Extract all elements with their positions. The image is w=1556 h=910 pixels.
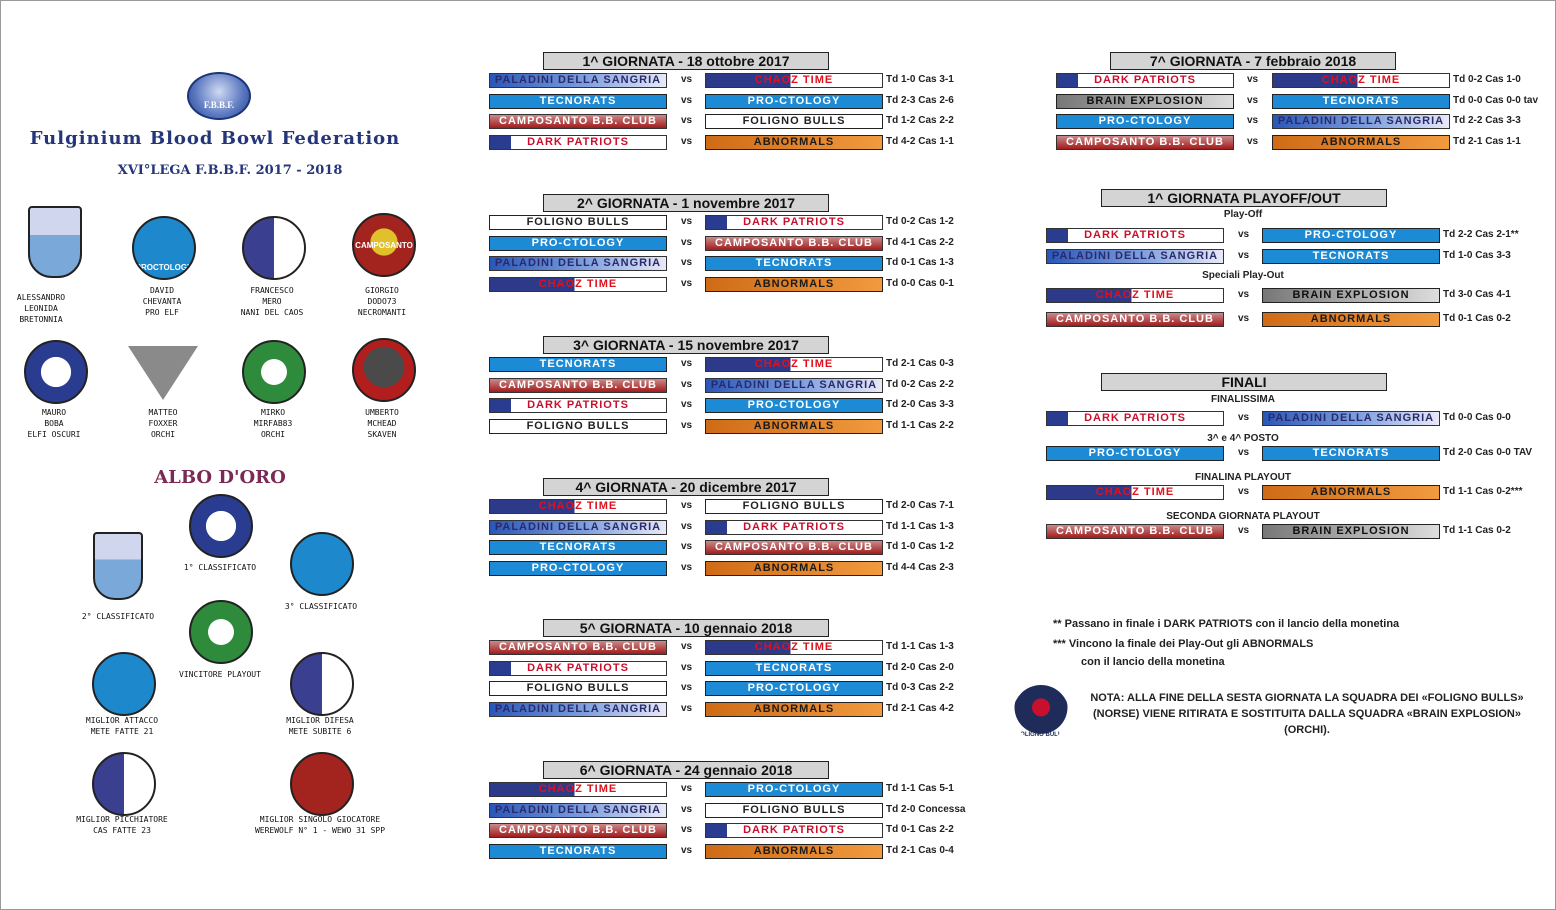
match-result: Td 2-1 Cas 1-1 xyxy=(1453,135,1521,147)
team-badge: BRAIN EXPLOSION xyxy=(1262,524,1440,539)
team-badge: TECNORATS xyxy=(1262,249,1440,264)
team-badge: PALADINI DELLA SANGRIA xyxy=(1262,411,1440,426)
team-badge: DARK PATRIOTS xyxy=(705,215,883,230)
coach-mauro: MAURO BOBA ELFI OSCURI xyxy=(27,408,81,439)
match-result: Td 0-2 Cas 1-2 xyxy=(886,216,954,227)
playout-winner-logo xyxy=(189,600,253,664)
award-best-player: MIGLIOR SINGOLO GIOCATORE WEREWOLF N° 1 - WEWO 31 SPP xyxy=(254,815,386,835)
note-coin-toss-playout-2: con il lancio della monetina xyxy=(1081,656,1225,668)
federation-logo xyxy=(187,72,251,120)
paladini-shield-logo xyxy=(28,206,82,278)
team-badge: FOLIGNO BULLS xyxy=(489,215,667,230)
vs-label: vs xyxy=(1238,412,1250,423)
vs-label: vs xyxy=(681,358,693,369)
vs-label: vs xyxy=(681,115,693,126)
vs-label: vs xyxy=(681,135,693,147)
vs-label: vs xyxy=(681,378,693,390)
team-badge: FOLIGNO BULLS xyxy=(705,499,883,514)
team-badge: PRO-CTOLOGY xyxy=(489,561,667,576)
vs-label: vs xyxy=(1247,115,1259,126)
match-result: Td 2-3 Cas 2-6 xyxy=(886,94,954,106)
note-coin-toss-playoff: ** Passano in finale i DARK PATRIOTS con il lancio della monetina xyxy=(1053,618,1400,630)
note-coin-toss-playout: *** Vincono la finale dei Play-Out gli ABNORMALS xyxy=(1053,638,1314,650)
vs-label: vs xyxy=(681,824,693,835)
team-badge: ABNORMALS xyxy=(1262,485,1440,500)
round-header: 1^ GIORNATA - 18 ottobre 2017 xyxy=(543,52,829,70)
round-header: 7^ GIORNATA - 7 febbraio 2018 xyxy=(1110,52,1396,70)
coach-david: DAVID CHEVANTA PRO ELF xyxy=(142,286,182,317)
coach-matteo: MATTEO FOXXER ORCHI xyxy=(148,408,178,439)
best-defense-logo xyxy=(290,652,354,716)
vs-label: vs xyxy=(1238,313,1250,324)
team-badge: BRAIN EXPLOSION xyxy=(1056,94,1234,109)
team-badge: CHAOZ TIME xyxy=(489,782,667,797)
team-badge: CHAOZ TIME xyxy=(1046,485,1224,500)
award-third: 3° CLASSIFICATO xyxy=(284,602,358,611)
vs-label: vs xyxy=(1247,135,1259,147)
team-badge: CHAOZ TIME xyxy=(489,499,667,514)
team-badge: CAMPOSANTO B.B. CLUB xyxy=(489,114,667,129)
vs-label: vs xyxy=(681,419,693,431)
vs-label: vs xyxy=(1238,289,1250,300)
team-badge: CHAOZ TIME xyxy=(489,277,667,292)
team-badge: FOLIGNO BULLS xyxy=(489,419,667,434)
team-badge: DARK PATRIOTS xyxy=(1046,228,1224,243)
match-result: Td 4-1 Cas 2-2 xyxy=(886,236,954,248)
team-badge: PRO-CTOLOGY xyxy=(705,681,883,696)
team-badge: ABNORMALS xyxy=(705,561,883,576)
team-badge: DARK PATRIOTS xyxy=(1046,411,1224,426)
vs-label: vs xyxy=(681,541,693,552)
team-badge: ABNORMALS xyxy=(705,844,883,859)
award-playout: VINCITORE PLAYOUT xyxy=(179,670,261,679)
vs-label: vs xyxy=(681,702,693,714)
award-defense: MIGLIOR DIFESA METE SUBITE 6 xyxy=(286,716,354,736)
match-result: Td 1-1 Cas 1-3 xyxy=(886,641,954,652)
match-result: Td 1-0 Cas 1-2 xyxy=(886,541,954,552)
team-badge: DARK PATRIOTS xyxy=(489,661,667,676)
team-badge: BRAIN EXPLOSION xyxy=(1262,288,1440,303)
team-badge: PALADINI DELLA SANGRIA xyxy=(1272,114,1450,129)
team-badge: CHAOZ TIME xyxy=(705,640,883,655)
team-badge: CHAOZ TIME xyxy=(705,357,883,372)
team-badge: CAMPOSANTO B.B. CLUB xyxy=(1056,135,1234,150)
team-badge: PALADINI DELLA SANGRIA xyxy=(489,803,667,818)
team-badge: PRO-CTOLOGY xyxy=(705,782,883,797)
vs-label: vs xyxy=(1247,74,1259,85)
finals-group-label: FINALINA PLAYOUT xyxy=(1195,472,1291,483)
team-badge: TECNORATS xyxy=(489,540,667,555)
match-result: Td 4-4 Cas 2-3 xyxy=(886,561,954,573)
award-hitter: MIGLIOR PICCHIATORE CAS FATTE 23 xyxy=(76,815,168,835)
team-badge: PALADINI DELLA SANGRIA xyxy=(489,73,667,88)
team-badge: PRO-CTOLOGY xyxy=(1046,446,1224,461)
team-badge: ABNORMALS xyxy=(705,135,883,150)
match-result: Td 1-2 Cas 2-2 xyxy=(886,115,954,126)
match-result: Td 0-2 Cas 1-0 xyxy=(1453,74,1521,85)
team-badge: TECNORATS xyxy=(705,256,883,271)
match-result: Td 3-0 Cas 4-1 xyxy=(1443,289,1511,300)
team-badge: CAMPOSANTO B.B. CLUB xyxy=(705,540,883,555)
league-subtitle: XVI°LEGA F.B.B.F. 2017 - 2018 xyxy=(117,163,343,178)
team-badge: PALADINI DELLA SANGRIA xyxy=(489,256,667,271)
vs-label: vs xyxy=(681,661,693,673)
coach-francesco: FRANCESCO MERO NANI DEL CAOS xyxy=(240,286,304,317)
team-badge: PRO-CTOLOGY xyxy=(1056,114,1234,129)
team-badge: DARK PATRIOTS xyxy=(489,398,667,413)
second-place-logo xyxy=(93,532,143,600)
team-badge: ABNORMALS xyxy=(705,277,883,292)
team-badge: CAMPOSANTO B.B. CLUB xyxy=(489,823,667,838)
vs-label: vs xyxy=(681,561,693,573)
team-badge: ABNORMALS xyxy=(705,702,883,717)
match-result: Td 2-1 Cas 4-2 xyxy=(886,702,954,714)
team-badge: CAMPOSANTO B.B. CLUB xyxy=(705,236,883,251)
team-badge: ABNORMALS xyxy=(1272,135,1450,150)
finals-group-label: FINALISSIMA xyxy=(1211,394,1275,405)
coach-alessandro: ALESSANDRO LEONIDA BRETONNIA xyxy=(16,293,66,324)
tecnorats-logo xyxy=(352,338,416,402)
team-badge: TECNORATS xyxy=(1262,446,1440,461)
finals-group-label: SECONDA GIORNATA PLAYOUT xyxy=(1166,511,1320,522)
match-result: Td 1-1 Cas 0-2*** xyxy=(1443,486,1523,497)
vs-label: vs xyxy=(1247,94,1259,106)
match-result: Td 2-0 Cas 2-0 xyxy=(886,661,954,673)
team-badge: DARK PATRIOTS xyxy=(1056,73,1234,88)
round-header: 6^ GIORNATA - 24 gennaio 2018 xyxy=(543,761,829,779)
chaoz-time-logo xyxy=(242,216,306,280)
match-result: Td 2-2 Cas 2-1** xyxy=(1443,229,1519,240)
team-badge: CAMPOSANTO B.B. CLUB xyxy=(1046,524,1224,539)
best-attack-logo xyxy=(92,652,156,716)
vs-label: vs xyxy=(681,257,693,268)
team-badge: FOLIGNO BULLS xyxy=(489,681,667,696)
team-badge: TECNORATS xyxy=(489,357,667,372)
team-badge: CHAOZ TIME xyxy=(1046,288,1224,303)
team-badge: PALADINI DELLA SANGRIA xyxy=(489,702,667,717)
vs-label: vs xyxy=(1238,447,1250,458)
team-badge: PALADINI DELLA SANGRIA xyxy=(489,520,667,535)
round-header: 3^ GIORNATA - 15 novembre 2017 xyxy=(543,336,829,354)
camposanto-logo: CAMPOSANTO xyxy=(352,213,416,277)
vs-label: vs xyxy=(681,236,693,248)
finals-group-label: 3^ e 4^ POSTO xyxy=(1207,433,1279,444)
round-header: 4^ GIORNATA - 20 dicembre 2017 xyxy=(543,478,829,496)
best-hitter-logo xyxy=(92,752,156,816)
vs-label: vs xyxy=(681,803,693,815)
nota-withdrawal: NOTA: ALLA FINE DELLA SESTA GIORNATA LA SQUADRA DEI «FOLIGNO BULLS» (NORSE) VIENE RITIRATA E SOSTITUITA DALLA SQUADRA «BRAIN EXPLOSION» (ORCHI). xyxy=(1090,692,1524,736)
team-badge: FOLIGNO BULLS xyxy=(705,803,883,818)
albo-doro-title: ALBO D'ORO xyxy=(154,467,286,488)
vs-label: vs xyxy=(681,399,693,410)
match-result: Td 2-0 Cas 0-0 TAV xyxy=(1443,447,1533,458)
team-badge: PRO-CTOLOGY xyxy=(705,398,883,413)
vs-label: vs xyxy=(681,74,693,85)
match-result: Td 1-1 Cas 0-2 xyxy=(1443,525,1511,536)
team-badge: FOLIGNO BULLS xyxy=(705,114,883,129)
team-badge: CHAOZ TIME xyxy=(1272,73,1450,88)
team-badge: DARK PATRIOTS xyxy=(489,135,667,150)
best-player-logo xyxy=(290,752,354,816)
vs-label: vs xyxy=(1238,486,1250,497)
coach-giorgio: GIORGIO DODO73 NECROMANTI xyxy=(357,286,407,317)
award-first: 1° CLASSIFICATO xyxy=(183,563,257,572)
team-badge: CHAOZ TIME xyxy=(705,73,883,88)
vs-label: vs xyxy=(681,520,693,532)
first-place-logo xyxy=(189,494,253,558)
vs-label: vs xyxy=(681,682,693,693)
team-badge: CAMPOSANTO B.B. CLUB xyxy=(489,378,667,393)
team-badge: TECNORATS xyxy=(489,844,667,859)
vs-label: vs xyxy=(1238,229,1250,240)
match-result: Td 0-1 Cas 2-2 xyxy=(886,824,954,835)
match-result: Td 2-1 Cas 0-3 xyxy=(886,358,954,369)
match-result: Td 1-0 Cas 3-1 xyxy=(886,74,954,85)
team-badge: PRO-CTOLOGY xyxy=(1262,228,1440,243)
team-badge: ABNORMALS xyxy=(1262,312,1440,327)
vs-label: vs xyxy=(681,844,693,856)
team-badge: ABNORMALS xyxy=(705,419,883,434)
proctology-logo: PROCTOLOGY xyxy=(132,216,196,280)
team-badge: TECNORATS xyxy=(1272,94,1450,109)
vs-label: vs xyxy=(1238,250,1250,261)
team-badge: TECNORATS xyxy=(489,94,667,109)
match-result: Td 0-0 Cas 0-0 xyxy=(1443,412,1511,423)
team-badge: DARK PATRIOTS xyxy=(705,823,883,838)
match-result: Td 2-0 Concessa xyxy=(886,803,966,815)
match-result: Td 4-2 Cas 1-1 xyxy=(886,135,954,147)
award-second: 2° CLASSIFICATO xyxy=(81,612,155,621)
vs-label: vs xyxy=(681,641,693,652)
match-result: Td 0-2 Cas 2-2 xyxy=(886,378,954,390)
vs-label: vs xyxy=(681,500,693,511)
federation-title: Fulginium Blood Bowl Federation xyxy=(29,128,401,149)
third-place-logo xyxy=(290,532,354,596)
match-result: Td 2-0 Cas 7-1 xyxy=(886,500,954,511)
team-badge: DARK PATRIOTS xyxy=(705,520,883,535)
vs-label: vs xyxy=(681,216,693,227)
match-result: Td 2-0 Cas 3-3 xyxy=(886,399,954,410)
match-result: Td 0-1 Cas 1-3 xyxy=(886,257,954,268)
match-result: Td 2-1 Cas 0-4 xyxy=(886,844,954,856)
team-badge: PALADINI DELLA SANGRIA xyxy=(705,378,883,393)
award-attack: MIGLIOR ATTACCO METE FATTE 21 xyxy=(85,716,159,736)
vs-label: vs xyxy=(681,783,693,794)
finals-header: FINALI xyxy=(1101,373,1387,391)
dark-patriots-logo xyxy=(24,340,88,404)
match-result: Td 1-1 Cas 1-3 xyxy=(886,520,954,532)
coach-umberto: UMBERTO MCHEAD SKAVEN xyxy=(365,408,399,439)
match-result: Td 0-3 Cas 2-2 xyxy=(886,682,954,693)
match-result: Td 1-1 Cas 5-1 xyxy=(886,783,954,794)
team-badge: TECNORATS xyxy=(705,661,883,676)
abnormals-logo xyxy=(242,340,306,404)
coach-mirko: MIRKO MIRFAB83 ORCHI xyxy=(253,408,293,439)
playoff-group-label: Speciali Play-Out xyxy=(1202,270,1284,281)
match-result: Td 0-0 Cas 0-1 xyxy=(886,277,954,289)
vs-label: vs xyxy=(681,277,693,289)
match-result: Td 1-1 Cas 2-2 xyxy=(886,419,954,431)
team-badge: PRO-CTOLOGY xyxy=(705,94,883,109)
team-badge: CAMPOSANTO B.B. CLUB xyxy=(489,640,667,655)
match-result: Td 0-0 Cas 0-0 tav xyxy=(1453,94,1539,106)
playoff-header: 1^ GIORNATA PLAYOFF/OUT xyxy=(1101,189,1387,207)
round-header: 2^ GIORNATA - 1 novembre 2017 xyxy=(543,194,829,212)
match-result: Td 2-2 Cas 3-3 xyxy=(1453,115,1521,126)
team-badge: PRO-CTOLOGY xyxy=(489,236,667,251)
foligno-bulls-logo: FOLIGNO BULLS xyxy=(1013,685,1069,741)
match-result: Td 0-1 Cas 0-2 xyxy=(1443,313,1511,324)
team-badge: PALADINI DELLA SANGRIA xyxy=(1046,249,1224,264)
round-header: 5^ GIORNATA - 10 gennaio 2018 xyxy=(543,619,829,637)
federation-logo-text: F.B.B.F. xyxy=(203,100,235,110)
match-result: Td 1-0 Cas 3-3 xyxy=(1443,250,1511,261)
vs-label: vs xyxy=(1238,525,1250,536)
playoff-group-label: Play-Off xyxy=(1223,209,1263,220)
team-badge: CAMPOSANTO B.B. CLUB xyxy=(1046,312,1224,327)
vs-label: vs xyxy=(681,94,693,106)
